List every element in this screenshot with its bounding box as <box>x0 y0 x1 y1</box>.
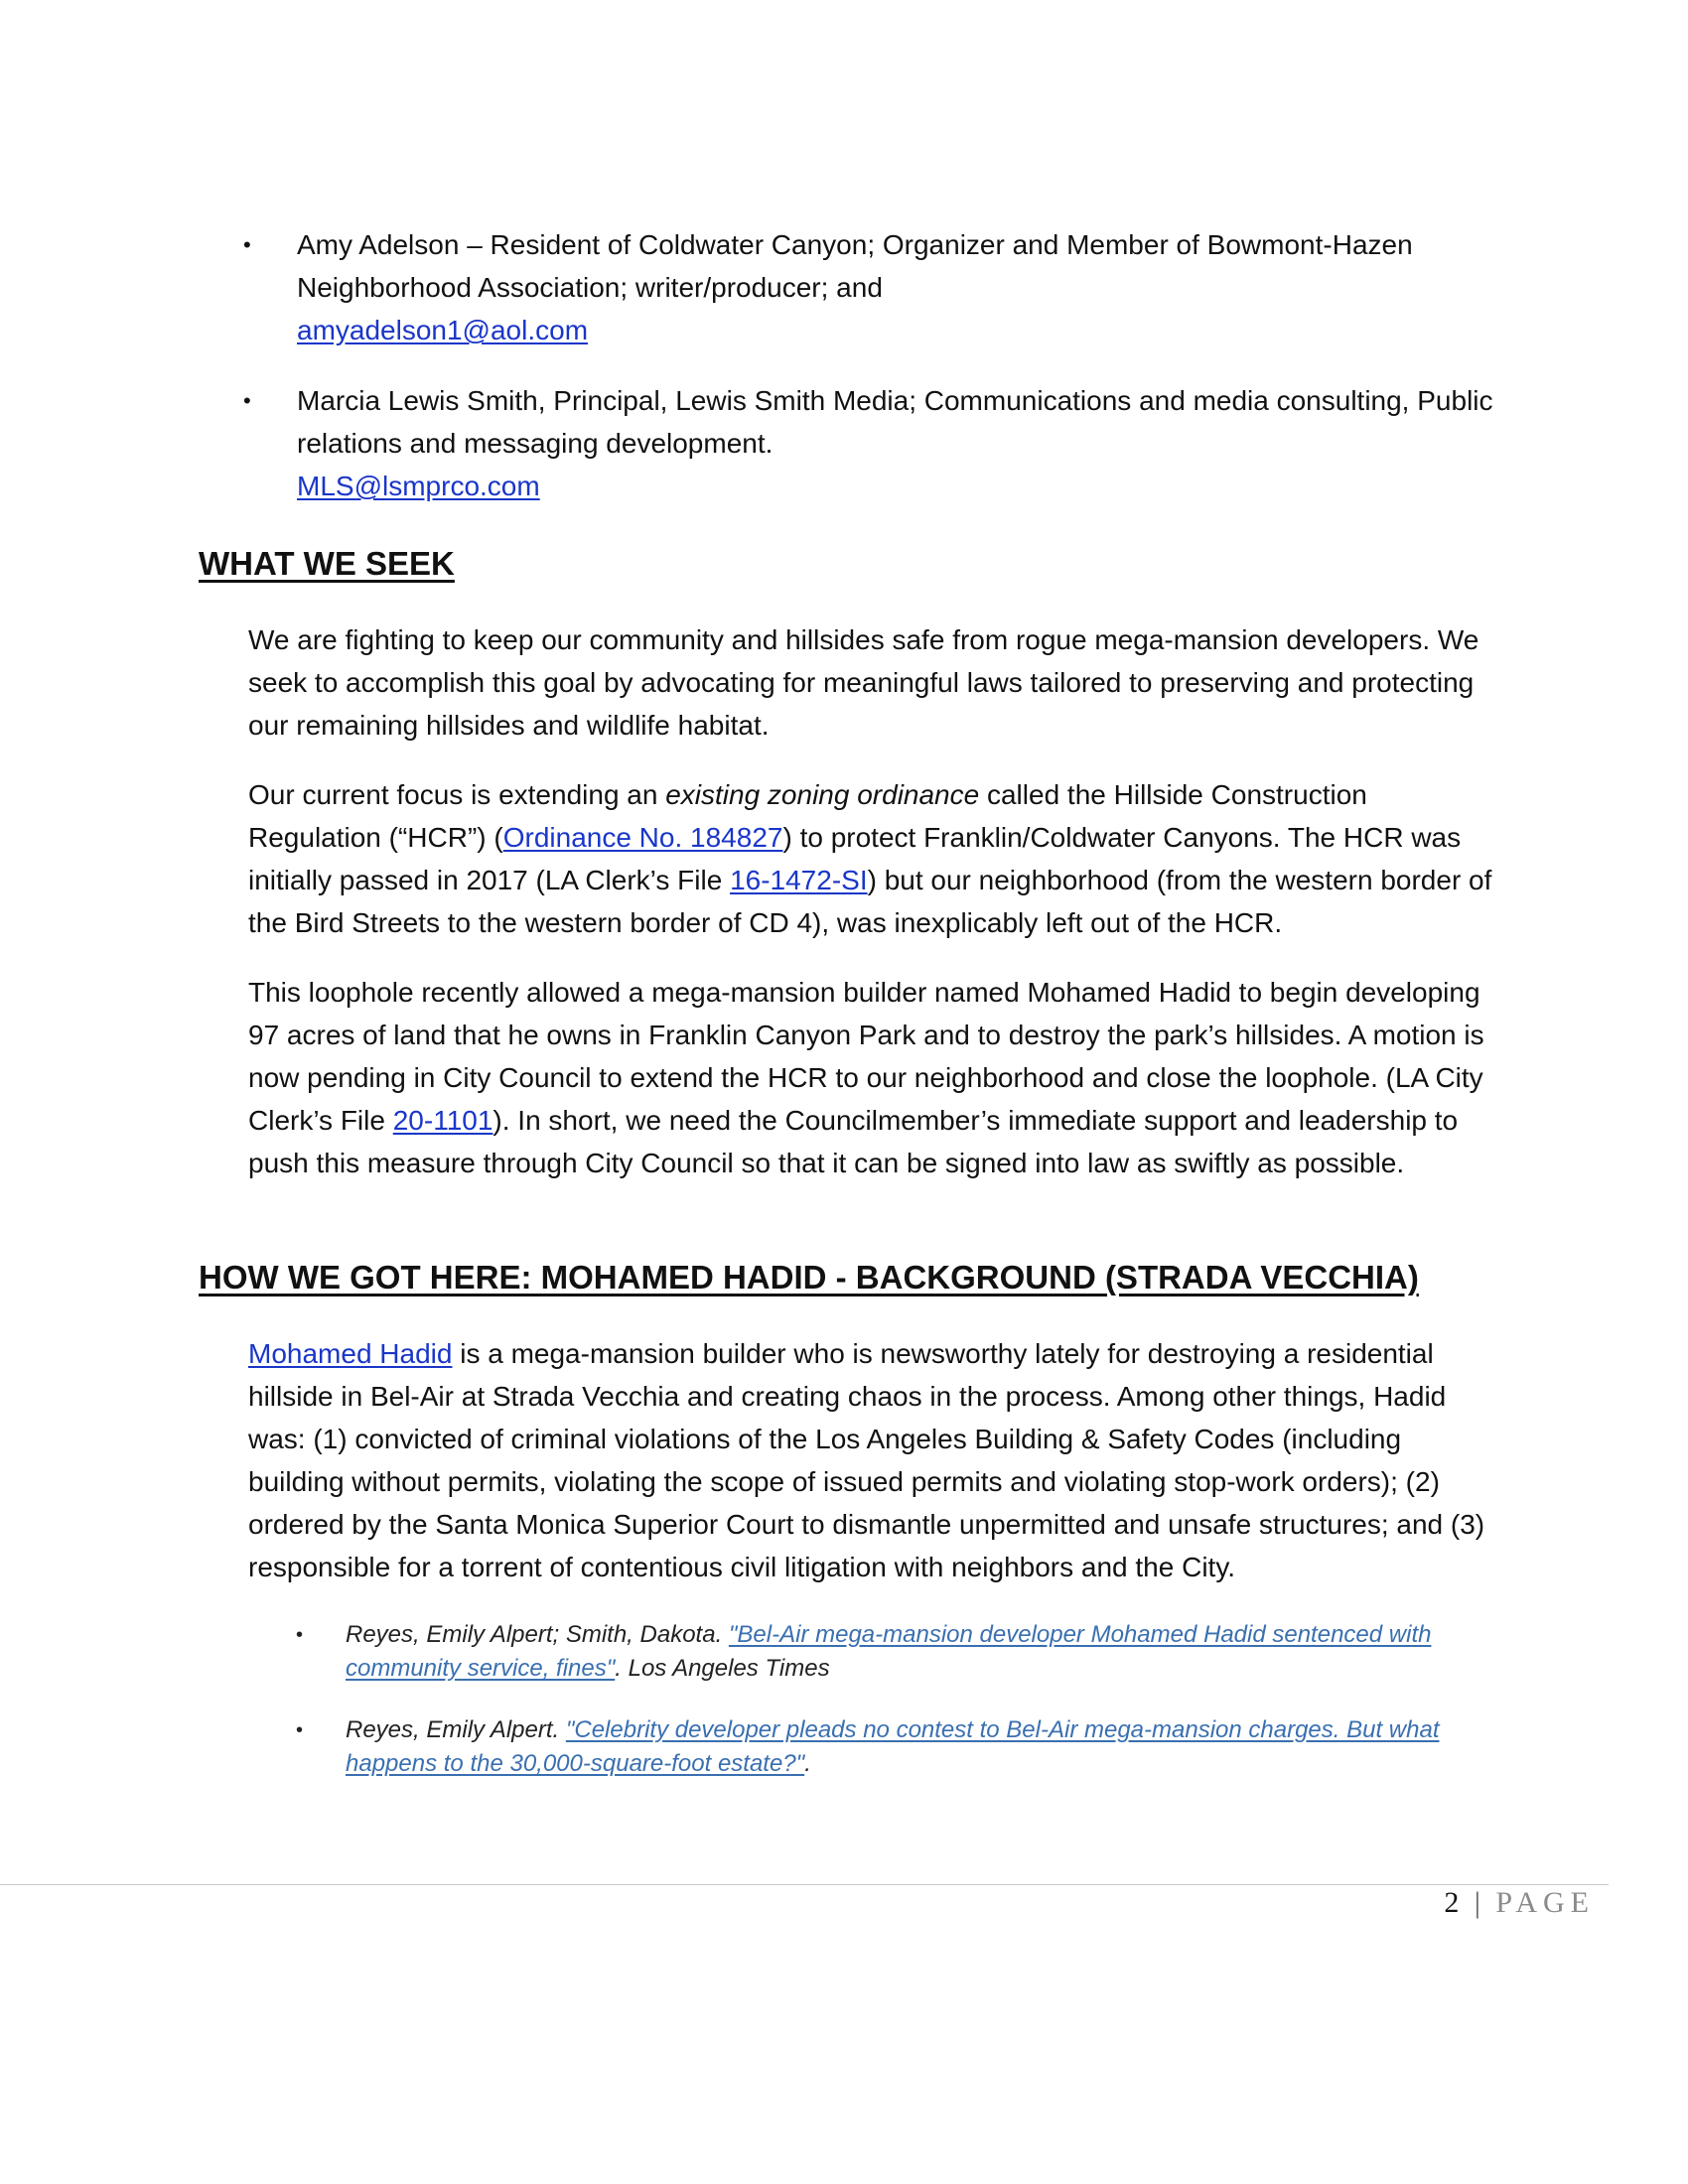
footer-separator: | <box>1474 1886 1484 1919</box>
paragraph-mission: We are fighting to keep our community and hillsides safe from rogue mega-mansion developers. We seek to accomplish this goal by advocating for meaningful laws tailored to preserving and protecting our remaining hillsides and wildlife habitat. <box>248 624 1479 741</box>
bullet-icon: • <box>243 232 251 257</box>
contact-item-amy-adelson <box>243 223 1504 351</box>
contact-email-link[interactable]: amyadelson1@aol.com <box>297 315 589 345</box>
paragraph-text: ). In short, we need the Councilmember’s immediate support and leadership to push this measure through City Council so that it can be signed into law as swiftly as possible. <box>248 1105 1459 1178</box>
reference-item <box>296 1618 1527 1686</box>
contact-list <box>243 223 1504 535</box>
council-file-link[interactable]: 20-1101 <box>392 1105 493 1136</box>
footer-page-word: PAGE <box>1495 1886 1595 1919</box>
reference-source: . Los Angeles Times <box>615 1655 830 1682</box>
page-footer <box>1444 1886 1595 1920</box>
section-heading-how-we-got-here: HOW WE GOT HERE: MOHAMED HADID - BACKGROUND (STRADA VECCHIA) <box>199 1259 1419 1296</box>
paragraph-current-focus <box>248 773 1504 944</box>
contact-item-marcia-lewis-smith <box>243 379 1504 507</box>
footer-divider <box>0 1884 1609 1885</box>
bullet-icon: • <box>296 1624 304 1646</box>
reference-article-link[interactable]: "Bel-Air mega-mansion developer Mohamed Hadid sentenced with community service, fines" <box>346 1621 1432 1682</box>
paragraph-text: is a mega-mansion builder who is newsworthy lately for destroying a residential hillside in Bel-Air at Strada Vecchia and creating chaos in the process. Among other things, Hadid was: (1) convicted of criminal violations of the Los Angeles Building & Safety Codes (including building without permits, violating the scope of issued permits and violating stop-work orders); (2) ordered by the Santa Monica Superior Court to dismantle unpermitted and unsafe structures; and (3) responsible for a torrent of contentious civil litigation with neighbors and the City. <box>248 1338 1485 1582</box>
paragraph-loophole <box>248 971 1504 1184</box>
clerk-file-link[interactable]: 16-1472-SI <box>730 865 868 895</box>
reference-source: . <box>804 1750 811 1777</box>
reference-item <box>296 1713 1527 1781</box>
emphasis-text: existing zoning ordinance <box>665 779 980 810</box>
bullet-icon: • <box>243 388 251 413</box>
reference-list <box>296 1618 1527 1809</box>
contact-email-link[interactable]: MLS@lsmprco.com <box>297 471 540 501</box>
reference-article-link[interactable]: "Celebrity developer pleads no contest to Bel-Air mega-mansion charges. But what happens to the 30,000-square-foot estate?" <box>346 1716 1440 1777</box>
paragraph-text: called the Hillside Construction Regulation (“HCR”) ( <box>248 779 1367 853</box>
reference-authors: Reyes, Emily Alpert. <box>346 1716 566 1743</box>
paragraph-text: This loophole recently allowed a mega-mansion builder named Mohamed Hadid to begin developing 97 acres of land that he owns in Franklin Canyon Park and to destroy the park’s hillsides. A motion is now pending in City Council to extend the HCR to our neighborhood and close the loophole. (LA City Clerk’s File <box>248 977 1484 1136</box>
reference-authors: Reyes, Emily Alpert; Smith, Dakota. <box>346 1621 729 1648</box>
contact-description: Amy Adelson – Resident of Coldwater Canyon; Organizer and Member of Bowmont-Hazen Neighborhood Association; writer/producer; and <box>297 229 1413 303</box>
paragraph-text: Our current focus is extending an <box>248 779 666 810</box>
page-number: 2 <box>1444 1886 1464 1919</box>
paragraph-text: ) but our neighborhood (from the western border of the Bird Streets to the western border of CD 4), was inexplicably left out of the HCR. <box>248 865 1492 938</box>
section-heading-what-we-seek: WHAT WE SEEK <box>199 545 455 582</box>
mohamed-hadid-link[interactable]: Mohamed Hadid <box>248 1338 453 1369</box>
bullet-icon: • <box>296 1719 304 1741</box>
contact-description: Marcia Lewis Smith, Principal, Lewis Smith Media; Communications and media consulting, Public relations and messaging development. <box>297 385 1493 459</box>
paragraph-hadid-background <box>248 1332 1504 1588</box>
paragraph-text: ) to protect Franklin/Coldwater Canyons. The HCR was initially passed in 2017 (LA Clerk’s File <box>248 822 1462 895</box>
ordinance-link[interactable]: Ordinance No. 184827 <box>502 822 783 853</box>
